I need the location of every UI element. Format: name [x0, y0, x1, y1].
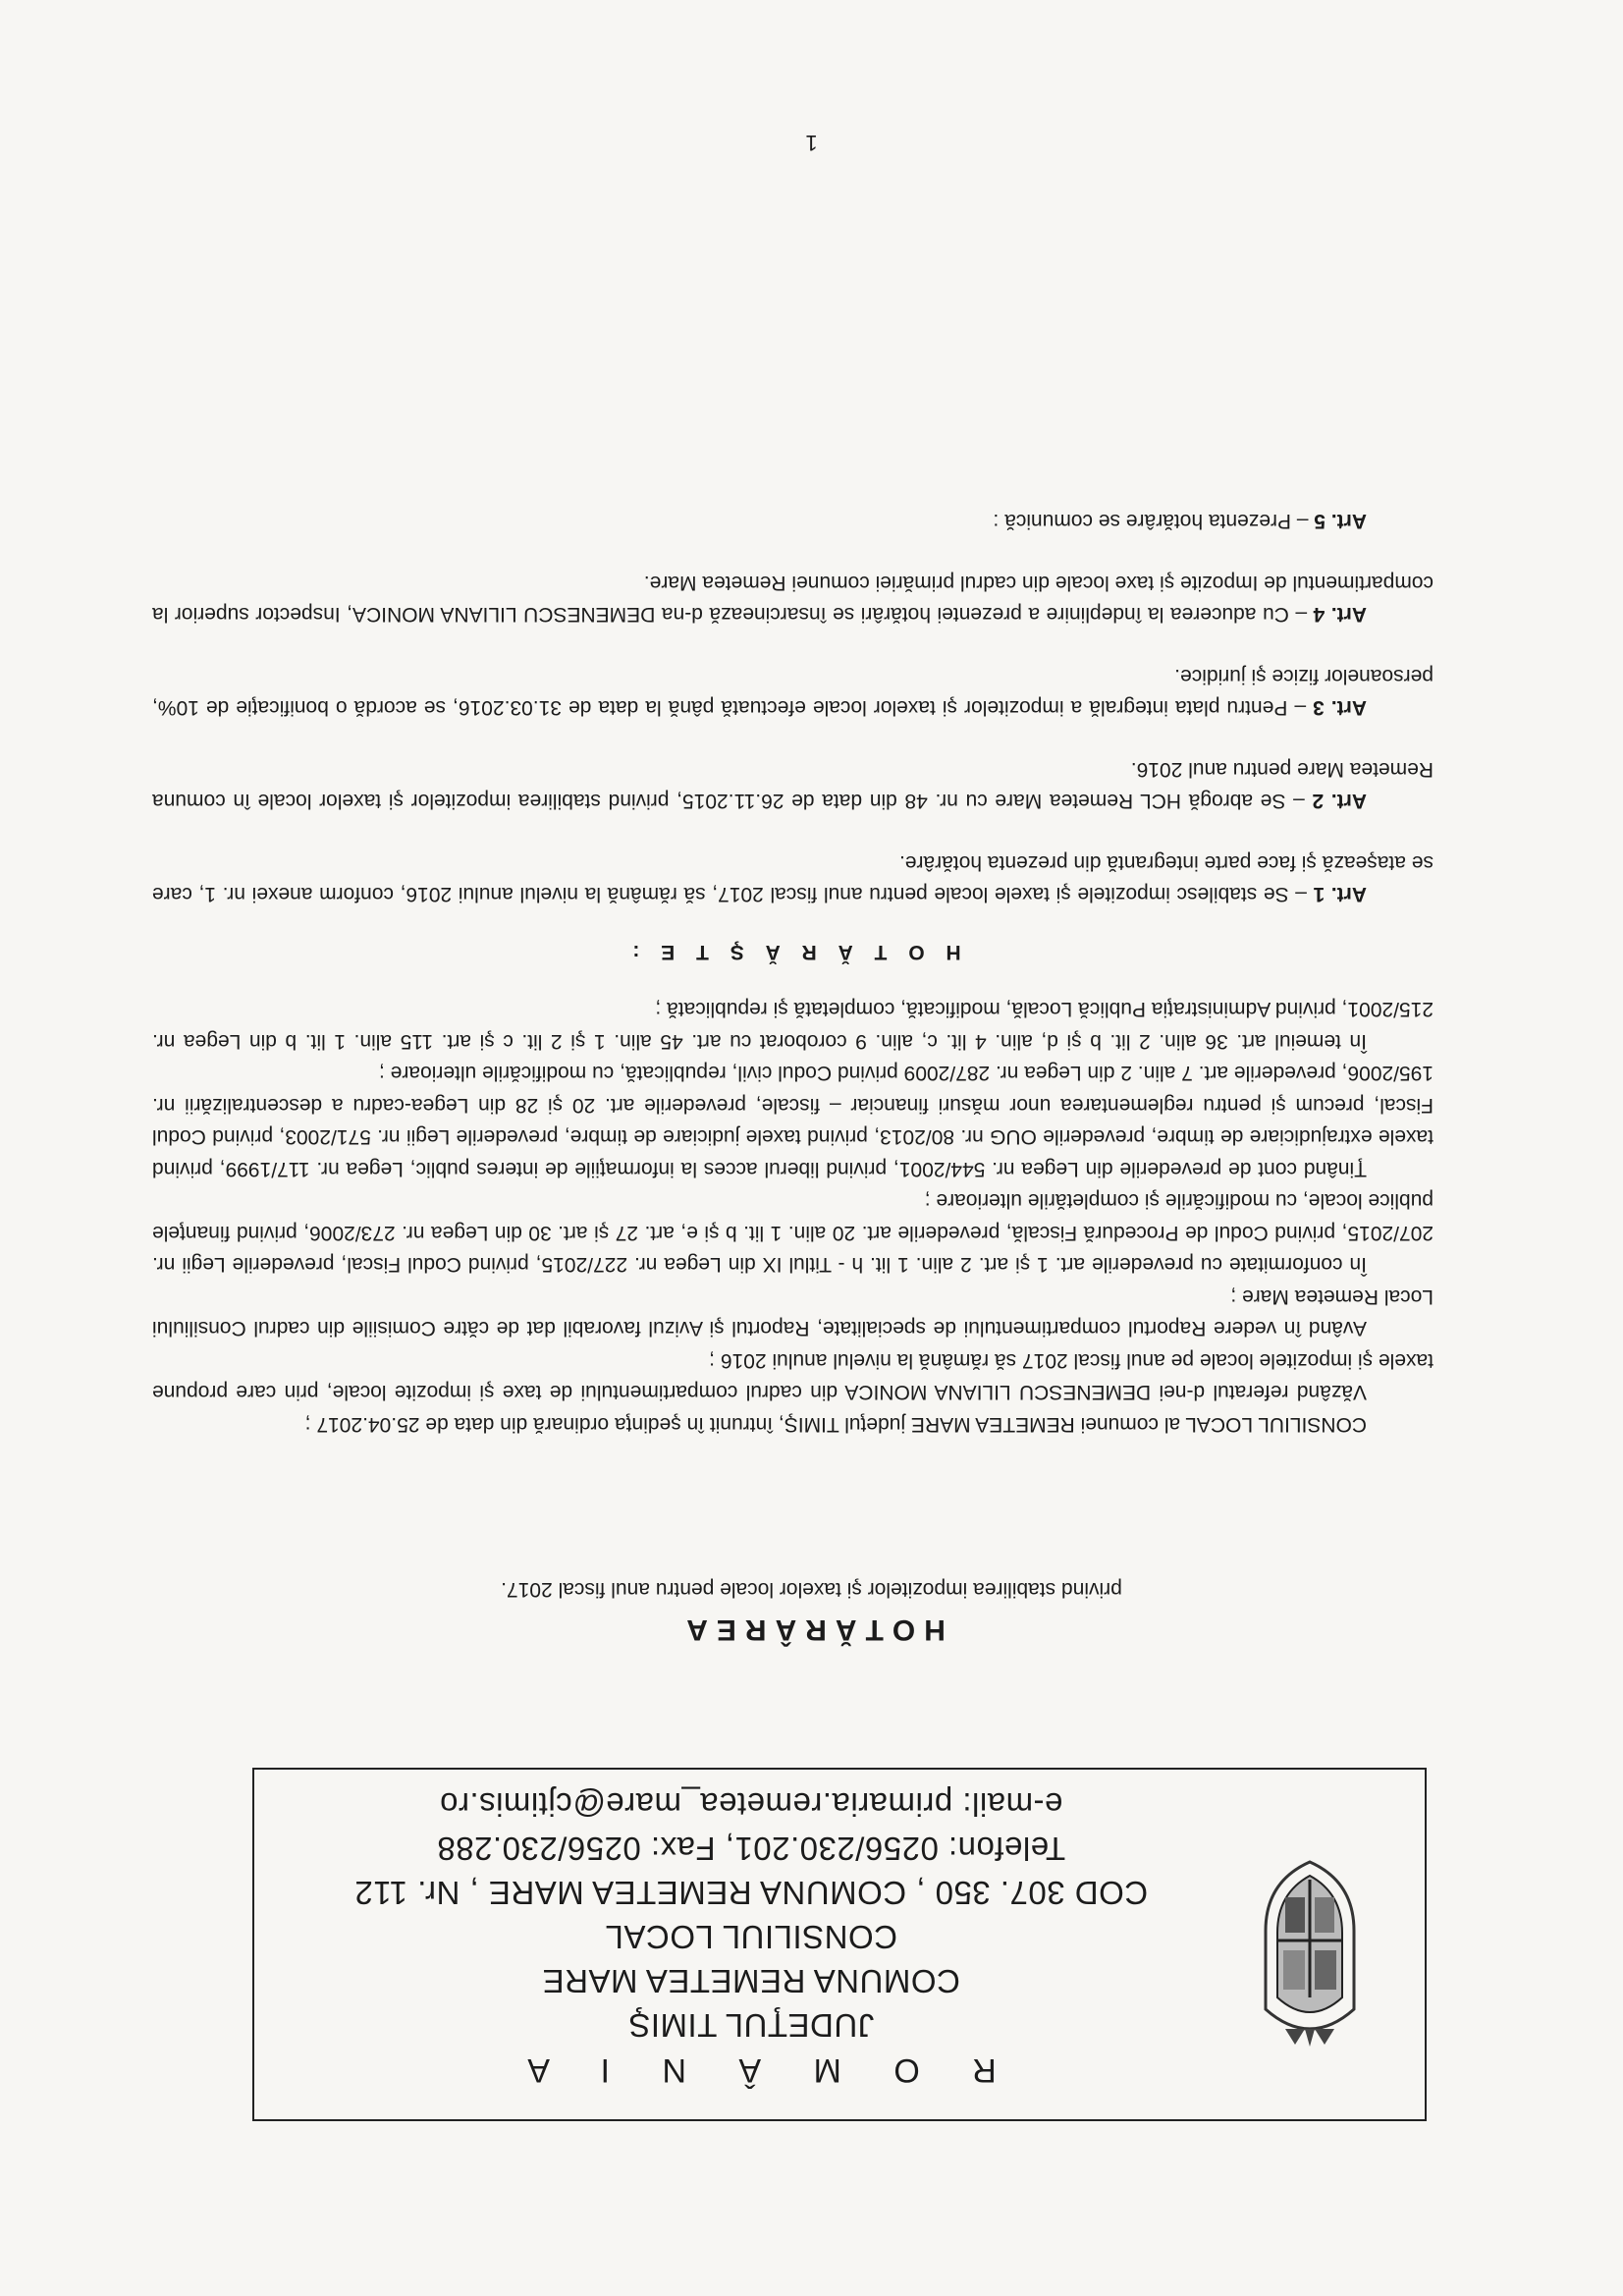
article-3-text: – Pentru plata integrală a impozitelor şi taxelor locale efectuată până la data de 31.03.2016, se acordă o bonificaţie de 10%, persoanelor fizice şi juridice. [152, 665, 1434, 720]
article-3-heading: Art. 3 [1313, 696, 1367, 720]
letterhead-box [252, 1768, 1427, 2121]
commune-name: COMUNA REMETEA MARE [542, 1963, 960, 1999]
paragraph-referral: Văzând referatul d-nei DEMENESCU LILIANA MONICA din cadrul compartimentului de taxe şi impozite locale, prin care propune taxele şi impozitele locale pe anul fiscal 2017 să rămână la nivelul anului 2016 ; [152, 1349, 1434, 1404]
article-2 [152, 753, 1434, 817]
article-5-heading: Art. 5 [1314, 510, 1367, 533]
article-2-heading: Art. 2 [1312, 790, 1367, 813]
council-name: CONSILIUL LOCAL [605, 1919, 897, 1955]
article-1-text: – Se stabilesc impozitele şi taxele locale pentru anul fiscal 2017, să rămână la nivelul anului 2016, conform anexei nr. 1, care se ataşează şi face parte integrantă din prezenta hotărâre. [152, 851, 1434, 906]
article-4-text: – Cu aducerea la îndeplinire a prezentei hotărâri se însarcinează d-na DEMENESCU LILIANA MONICA, Inspector superior la compartimentul de Impozite şi taxe locale din cadrul primăriei comunei Remetea Mare. [152, 572, 1434, 627]
paragraph-legal-basis: În conformitate cu prevederile art. 1 şi art. 2 alin. 1 lit. h - Titlul IX din Legea nr. 227/2015, privind Codul Fiscal, prevederile Legii nr. 207/2015, privind Codul de Procedură Fiscală, prevederile art. 20 alin. 1 lit. b şi e, art. 27 şi art. 30 din Legea nr. 273/2006, privind finanţele publice locale, cu modificările şi completările ulterioare ; [152, 1189, 1434, 1277]
article-4-heading: Art. 4 [1313, 603, 1367, 627]
paragraph-considering: Ţinând cont de prevederile din Legea nr. 544/2001, privind liberul acces la informaţiile de interes public, Legea nr. 117/1999, privind taxele extrajudiciare de timbre, prevederile OUG nr. 80/2013, privind taxele judiciare de timbre, prevederile Legii nr. 571/2003, privind Codul Fiscal, precum şi pentru reglementarea unor măsuri financiar – fiscale, prevederile art. 20 şi 28 din Legea-cadru a descentralizării nr. 195/2006, prevederile art. 7 alin. 2 din Legea nr. 287/2009 privind Codul civil, republicată, cu modificările ulterioare ; [152, 1062, 1434, 1180]
paragraph-pursuant: În temeiul art. 36 alin. 2 lit. b şi d, alin. 4 lit. c, alin. 9 coroborat cu art. 45 alin. 1 şi 2 lit. c şi art. 115 alin. 1 lit. b din Legea nr. 215/2001, privind Administraţia Publică Locală, modificată, completată şi republicată ; [152, 998, 1434, 1053]
letterhead-text [274, 1782, 1228, 2092]
document-body [152, 505, 1434, 1440]
article-5 [152, 505, 1434, 537]
country-name: R O M Â N I A [506, 2051, 997, 2089]
email-address: e-mail: primaria.remetea_mare@cjtimis.ro [439, 1786, 1063, 1823]
article-3 [152, 660, 1434, 724]
article-1 [152, 847, 1434, 910]
coat-of-arms-icon [1246, 1852, 1374, 2049]
document-subtitle: privind stabilirea impozitelor şi taxelor locale pentru anul fiscal 2017. [501, 1578, 1122, 1601]
paragraph-council: CONSILIUL LOCAL al comunei REMETEA MARE judeţul TIMIŞ, întrunit în şedinţa ordinară din data de 25.04.2017 ; [304, 1413, 1367, 1436]
document-title: HOTĂRÂREA [677, 1613, 946, 1646]
article-2-text: – Se abrogă HCL Remetea Mare cu nr. 48 din data de 26.11.2015, privind stabilirea impozitelor şi taxelor locale în comuna Remetea Mare pentru anul 2016. [152, 758, 1434, 813]
postal-address: COD 307. 350 , COMUNA REMETEA MARE , Nr. 112 [353, 1875, 1149, 1911]
paragraph-report: Având în vedere Raportul compartimentului de specialitate, Raportul şi Avizul favorabil dat de către Comisiile din cadrul Consiliului Local Remetea Mare ; [152, 1285, 1434, 1340]
phone-fax: Telefon: 0256/230.201, Fax: 0256/230.288 [436, 1831, 1066, 1867]
page-number: 1 [805, 131, 818, 155]
article-4 [152, 567, 1434, 630]
article-5-text: – Prezenta hotărâre se comunică : [993, 510, 1315, 533]
decision-heading: H O T Ă R Ă Ş T E : [624, 941, 961, 963]
county-name: JUDEŢUL TIMIŞ [627, 2007, 875, 2044]
article-1-heading: Art. 1 [1313, 883, 1367, 906]
